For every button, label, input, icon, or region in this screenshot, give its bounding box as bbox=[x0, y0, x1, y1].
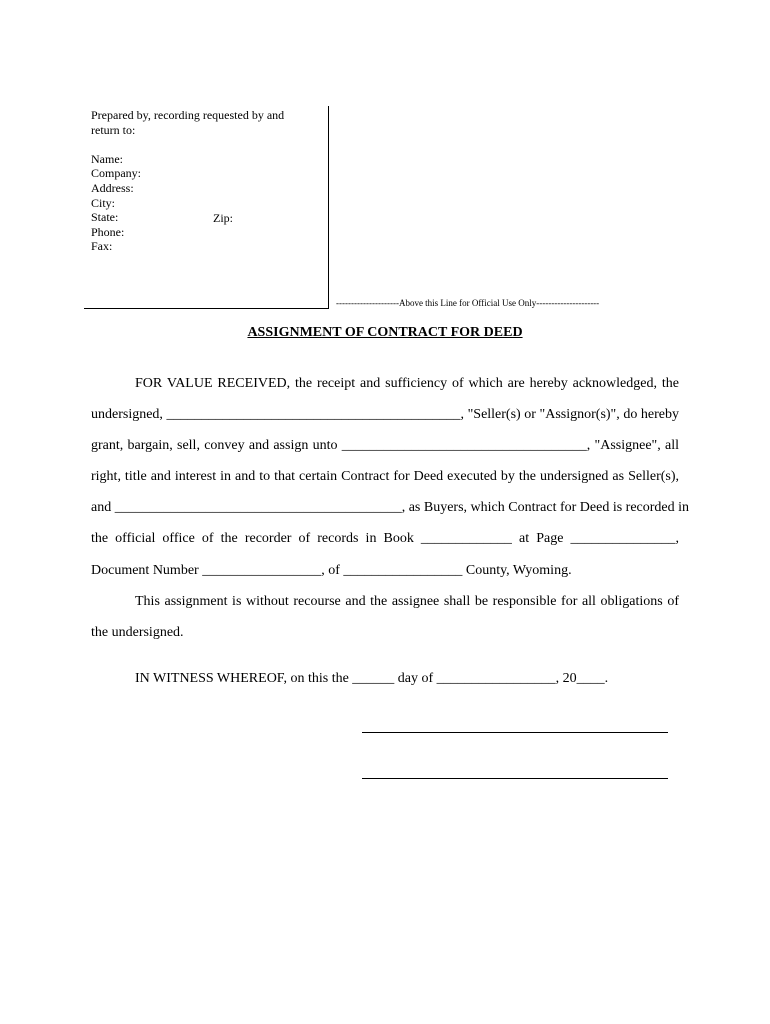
official-use-line: ---------------------Above this Line for Official Use Only--------------------- bbox=[336, 298, 600, 308]
address-label: Address: bbox=[91, 180, 134, 195]
fax-label: Fax: bbox=[91, 239, 113, 254]
witness-line: IN WITNESS WHEREOF, on this the ______ day of _________________, 20____. bbox=[135, 671, 609, 686]
body-line-6: the official office of the recorder of records in Book _____________ at Page _______________, bbox=[91, 531, 679, 546]
prepared-by-line-1: Prepared by, recording requested by and bbox=[91, 108, 285, 122]
body-line-3: grant, bargain, sell, convey and assign unto ___________________________________, "Assignee", all bbox=[91, 438, 679, 453]
body-line-4: right, title and interest in and to that certain Contract for Deed executed by the undersigned as Seller(s), bbox=[91, 469, 679, 484]
signature-line-1 bbox=[362, 732, 668, 733]
prepared-by-block bbox=[91, 108, 321, 254]
company-label: Company: bbox=[91, 166, 141, 181]
body-line-7: Document Number _________________, of _________________ County, Wyoming. bbox=[91, 563, 572, 578]
zip-label: Zip: bbox=[213, 211, 233, 225]
signature-line-2 bbox=[362, 778, 668, 779]
phone-label: Phone: bbox=[91, 224, 125, 239]
state-label: State: bbox=[91, 210, 119, 225]
city-label: City: bbox=[91, 195, 116, 210]
name-label: Name: bbox=[91, 151, 123, 166]
spacer bbox=[91, 137, 321, 152]
body-line-1: FOR VALUE RECEIVED, the receipt and sufficiency of which are hereby acknowledged, the bbox=[135, 376, 679, 391]
body-line-5: and _________________________________________, as Buyers, which Contract for Deed is recorded in bbox=[91, 500, 690, 515]
body-line-9: the undersigned. bbox=[91, 625, 184, 640]
prepared-by-line-2: return to: bbox=[91, 122, 136, 137]
body-line-8: This assignment is without recourse and the assignee shall be responsible for all obligations of bbox=[135, 594, 679, 609]
body-line-2: undersigned, __________________________________________, "Seller(s) or "Assignor(s)", do hereby bbox=[91, 407, 679, 422]
document-title: ASSIGNMENT OF CONTRACT FOR DEED bbox=[247, 325, 523, 340]
